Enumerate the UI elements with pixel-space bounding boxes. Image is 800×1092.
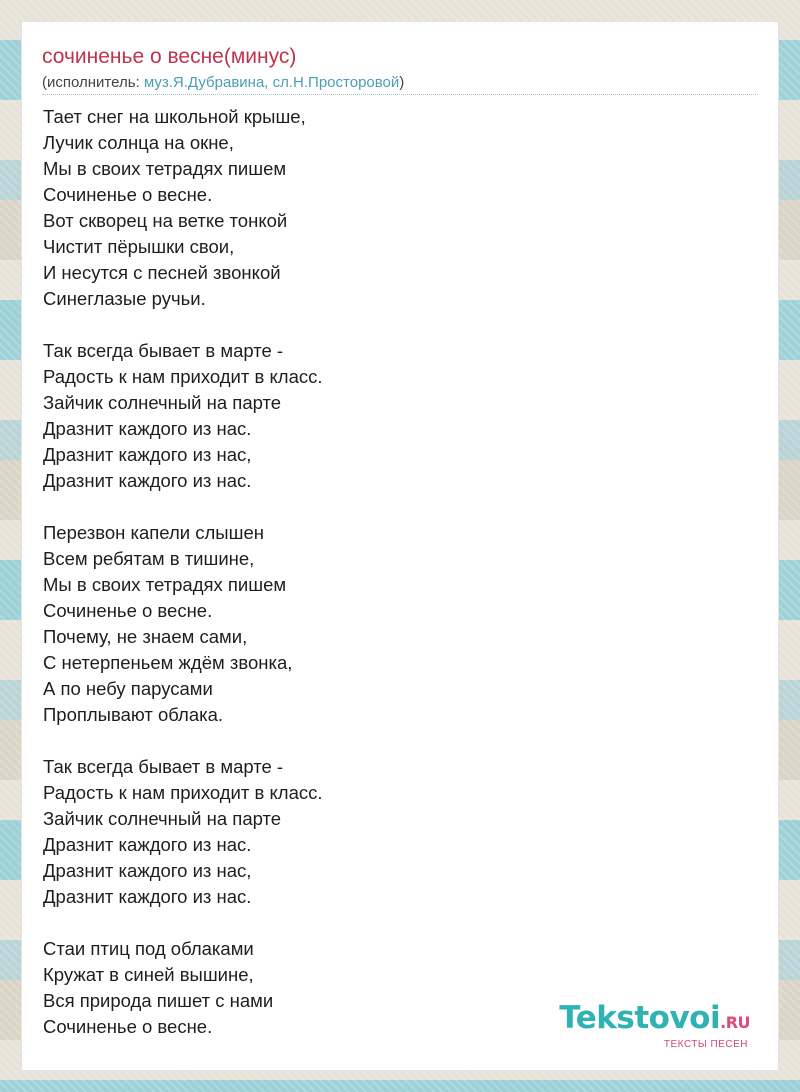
- lyrics-line: С нетерпеньем ждём звонка,: [43, 652, 293, 673]
- lyrics-stanza: [43, 520, 743, 728]
- lyrics-line: Почему, не знаем сами,: [43, 626, 248, 647]
- song-title: сочиненье о весне(минус): [42, 45, 297, 68]
- lyrics-line: Сочиненье о весне.: [43, 600, 213, 621]
- logo-wordmark: [559, 1002, 750, 1039]
- logo-domain: .RU: [720, 1013, 750, 1032]
- performer-line: [42, 74, 404, 92]
- lyrics-line: Синеглазые ручьи.: [43, 288, 206, 309]
- lyrics-line: Дразнит каждого из нас,: [43, 444, 252, 465]
- lyrics-stanza: [43, 338, 743, 494]
- lyrics-line: Сочиненье о весне.: [43, 1016, 213, 1037]
- lyrics-line: Дразнит каждого из нас.: [43, 834, 252, 855]
- lyrics-line: Так всегда бывает в марте -: [43, 340, 284, 361]
- logo-tagline: ТЕКСТЫ ПЕСЕН: [663, 1039, 748, 1050]
- lyrics-card: [22, 22, 778, 1070]
- site-logo[interactable]: [559, 1002, 750, 1050]
- lyrics-line: Кружат в синей вышине,: [43, 964, 254, 985]
- lyrics-line: Радость к нам приходит в класс.: [43, 366, 323, 387]
- lyrics-line: Так всегда бывает в марте -: [43, 756, 284, 777]
- lyrics-line: Всем ребятам в тишине,: [43, 548, 255, 569]
- lyrics-line: Вот скворец на ветке тонкой: [43, 210, 288, 231]
- lyrics-line: Мы в своих тетрадях пишем: [43, 158, 287, 179]
- lyrics-line: Вся природа пишет с нами: [43, 990, 274, 1011]
- lyrics-line: Чистит пёрышки свои,: [43, 236, 235, 257]
- logo-name: Tekstovoi: [559, 1000, 721, 1036]
- lyrics-line: Дразнит каждого из нас.: [43, 418, 252, 439]
- lyrics-body: [43, 104, 743, 1066]
- performer-link[interactable]: муз.Я.Дубравина, сл.Н.Просторовой: [143, 74, 400, 91]
- lyrics-stanza: [43, 754, 743, 910]
- lyrics-line: Перезвон капели слышен: [43, 522, 264, 543]
- lyrics-line: А по небу парусами: [43, 678, 213, 699]
- lyrics-line: Сочиненье о весне.: [43, 184, 213, 205]
- lyrics-line: Дразнит каждого из нас,: [43, 860, 252, 881]
- lyrics-line: Лучик солнца на окне,: [43, 132, 234, 153]
- lyrics-line: Зайчик солнечный на парте: [43, 808, 282, 829]
- lyrics-line: Дразнит каждого из нас.: [43, 470, 252, 491]
- lyrics-line: И несутся с песней звонкой: [43, 262, 281, 283]
- lyrics-stanza: [43, 104, 743, 312]
- lyrics-line: Проплывают облака.: [43, 704, 224, 725]
- lyrics-line: Радость к нам приходит в класс.: [43, 782, 323, 803]
- lyrics-line: Зайчик солнечный на парте: [43, 392, 282, 413]
- performer-prefix: (исполнитель:: [42, 74, 144, 91]
- lyrics-line: Тает снег на школьной крыше,: [43, 106, 306, 127]
- lyrics-line: Дразнит каждого из нас.: [43, 886, 252, 907]
- lyrics-line: Стаи птиц под облаками: [43, 938, 254, 959]
- performer-suffix: ): [399, 74, 405, 91]
- dotted-divider: [42, 94, 758, 95]
- lyrics-line: Мы в своих тетрадях пишем: [43, 574, 287, 595]
